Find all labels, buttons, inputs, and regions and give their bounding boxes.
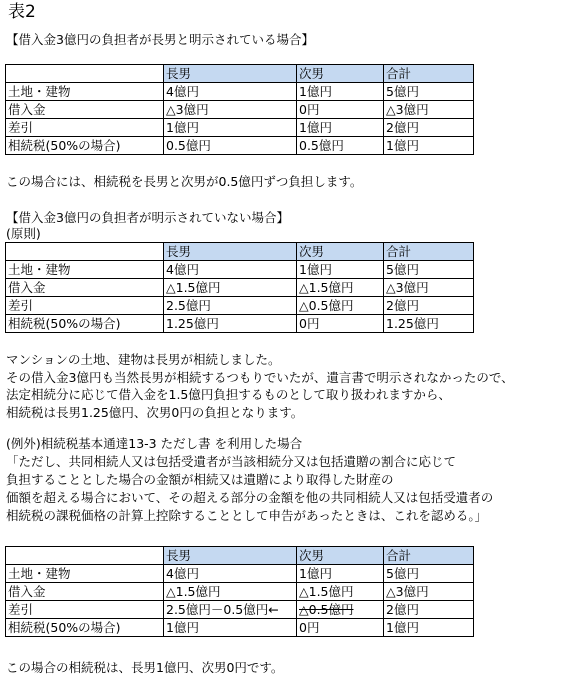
cell: △0.5億円 (297, 297, 384, 315)
cell: 1億円 (297, 565, 384, 583)
cell: 4億円 (164, 261, 297, 279)
table-row (6, 583, 474, 601)
table-header-row (6, 547, 474, 565)
table-exception (5, 546, 474, 637)
cell: 5億円 (384, 261, 474, 279)
cell: 4億円 (164, 83, 297, 101)
cell: 2億円 (384, 119, 474, 137)
cell: 2億円 (384, 297, 474, 315)
row-label: 相続税(50%の場合) (6, 137, 164, 155)
section3-quote-line: 「ただし、共同相続人又は包括受遺者が当該相続分又は包括遺贈の割合に応じて (6, 454, 457, 469)
row-label: 借入金 (6, 279, 164, 297)
cell: 2.5億円 (164, 297, 297, 315)
header-blank (6, 547, 164, 565)
cell: △1.5億円 (164, 279, 297, 297)
row-label: 差引 (6, 601, 164, 619)
cell: 1億円 (164, 119, 297, 137)
section3-quote-line: 負担することとした場合の金額が相続又は遺贈により取得した財産の (6, 472, 394, 487)
section2-subheading: (原則) (6, 226, 41, 241)
table-row (6, 315, 474, 333)
section3-quote-line: 価額を超える場合において、その超える部分の金額を他の共同相続人又は包括受遺者の (6, 490, 494, 505)
table-row (6, 601, 474, 619)
header-blank (6, 243, 164, 261)
cell: △3億円 (164, 101, 297, 119)
cell: 0.5億円 (164, 137, 297, 155)
row-label: 借入金 (6, 101, 164, 119)
section2-paragraph-line: マンションの土地、建物は長男が相続しました。 (6, 352, 281, 367)
cell: 5億円 (384, 565, 474, 583)
section3-note: この場合の相続税は、長男1億円、次男0円です。 (6, 660, 284, 675)
cell: △1.5億円 (297, 583, 384, 601)
cell: 1億円 (297, 119, 384, 137)
row-label: 相続税(50%の場合) (6, 619, 164, 637)
header-total: 合計 (384, 243, 474, 261)
section2-heading: 【借入金3億円の負担者が明示されていない場合】 (6, 210, 289, 225)
table-row (6, 279, 474, 297)
cell: 1.25億円 (384, 315, 474, 333)
section1-heading: 【借入金3億円の負担者が長男と明示されている場合】 (6, 32, 314, 47)
header-second-son: 次男 (297, 65, 384, 83)
cell: △3億円 (384, 279, 474, 297)
row-label: 差引 (6, 297, 164, 315)
cell: 1億円 (297, 261, 384, 279)
cell: △1.5億円 (164, 583, 297, 601)
header-eldest-son: 長男 (164, 65, 297, 83)
table-loan-assigned (5, 64, 474, 155)
row-label: 借入金 (6, 583, 164, 601)
document-title: 表2 (8, 2, 36, 22)
section2-paragraph-line: 法定相続分に応じて借入金を1.5億円負担するものとして取り扱われますから、 (6, 387, 451, 402)
table-row (6, 297, 474, 315)
section3-quote-line: 相続税の課税価格の計算上控除することとして申告があったときは、これを認める。」 (6, 508, 488, 523)
cell: △1.5億円 (297, 279, 384, 297)
row-label: 差引 (6, 119, 164, 137)
table-header-row (6, 243, 474, 261)
cell: 0円 (297, 315, 384, 333)
cell: 1億円 (164, 619, 297, 637)
cell: 1億円 (297, 83, 384, 101)
header-blank (6, 65, 164, 83)
header-eldest-son: 長男 (164, 547, 297, 565)
cell: 0円 (297, 101, 384, 119)
header-total: 合計 (384, 547, 474, 565)
header-second-son: 次男 (297, 547, 384, 565)
table-header-row (6, 65, 474, 83)
header-total: 合計 (384, 65, 474, 83)
row-label: 土地・建物 (6, 565, 164, 583)
cell: 1.25億円 (164, 315, 297, 333)
table-row (6, 565, 474, 583)
cell: 2億円 (384, 601, 474, 619)
cell: 0円 (297, 619, 384, 637)
row-label: 土地・建物 (6, 83, 164, 101)
cell: △3億円 (384, 101, 474, 119)
cell: 1億円 (384, 137, 474, 155)
table-row (6, 83, 474, 101)
row-label: 土地・建物 (6, 261, 164, 279)
cell: 5億円 (384, 83, 474, 101)
table-loan-unassigned (5, 242, 474, 333)
table-row (6, 261, 474, 279)
header-eldest-son: 長男 (164, 243, 297, 261)
cell: 2.5億円－0.5億円← (164, 601, 297, 619)
row-label: 相続税(50%の場合) (6, 315, 164, 333)
section1-note: この場合には、相続税を長男と次男が0.5億円ずつ負担します。 (6, 174, 363, 189)
section2-paragraph-line: その借入金3億円も当然長男が相続するつもりでいたが、遺言書で明示されなかったので、 (6, 370, 514, 385)
table-row (6, 101, 474, 119)
table-row (6, 119, 474, 137)
section3-heading: (例外)相続税基本通達13-3 ただし書 を利用した場合 (6, 436, 303, 451)
section2-paragraph-line: 相続税は長男1.25億円、次男0円の負担となります。 (6, 405, 304, 420)
cell: 1億円 (384, 619, 474, 637)
table-row (6, 619, 474, 637)
table-row (6, 137, 474, 155)
struck-cell: △0.5億円 (297, 601, 384, 619)
cell: △3億円 (384, 583, 474, 601)
cell: 4億円 (164, 565, 297, 583)
header-second-son: 次男 (297, 243, 384, 261)
cell: 0.5億円 (297, 137, 384, 155)
